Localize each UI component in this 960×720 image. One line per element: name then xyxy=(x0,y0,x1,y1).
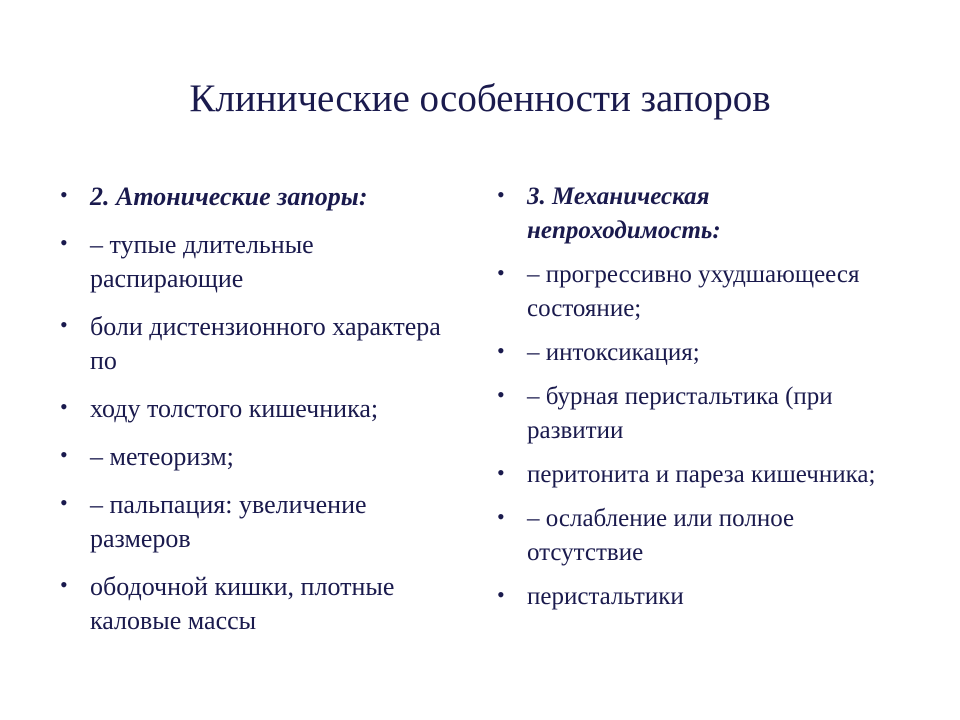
right-list-item xyxy=(497,380,907,448)
slide-title: Клинические особенности запоров xyxy=(189,77,771,120)
left-list-item xyxy=(60,488,470,556)
right-list-item xyxy=(497,502,907,570)
bullet-icon: • xyxy=(497,182,505,207)
left-list-item xyxy=(60,228,470,296)
left-list-item xyxy=(60,570,470,638)
right-list-item xyxy=(497,458,907,492)
left-list-item xyxy=(60,310,470,378)
left-list-item xyxy=(60,440,470,474)
right-item-text: – интоксикация; xyxy=(527,339,700,366)
bullet-icon: • xyxy=(60,312,68,337)
left-list-item xyxy=(60,392,470,426)
bullet-icon: • xyxy=(497,382,505,407)
left-item-text: – пальпация: увеличение размеров xyxy=(90,490,367,553)
left-item-text: ободочной кишки, плотные каловые массы xyxy=(90,572,395,635)
right-item-text: – бурная перистальтика (при развитии xyxy=(527,383,833,444)
left-item-text: – метеоризм; xyxy=(90,442,234,471)
right-item-text: перистальтики xyxy=(527,583,684,610)
bullet-icon: • xyxy=(497,582,505,607)
right-bullet-list xyxy=(497,180,907,624)
right-item-text: 3. Механическая непроходимость: xyxy=(527,183,721,244)
left-item-text: ходу толстого кишечника; xyxy=(90,394,379,423)
bullet-icon: • xyxy=(60,572,68,597)
left-list-item xyxy=(60,180,470,214)
right-list-item xyxy=(497,336,907,370)
right-item-text: перитонита и пареза кишечника; xyxy=(527,461,876,488)
bullet-icon: • xyxy=(497,260,505,285)
bullet-icon: • xyxy=(60,394,68,419)
bullet-icon: • xyxy=(497,460,505,485)
right-list-item xyxy=(497,580,907,614)
left-bullet-list xyxy=(60,180,470,652)
right-list-item xyxy=(497,258,907,326)
bullet-icon: • xyxy=(60,230,68,255)
bullet-icon: • xyxy=(60,442,68,467)
left-item-text: 2. Атонические запоры: xyxy=(90,182,368,211)
bullet-icon: • xyxy=(60,490,68,515)
bullet-icon: • xyxy=(497,504,505,529)
bullet-icon: • xyxy=(497,338,505,363)
right-item-text: – ослабление или полное отсутствие xyxy=(527,505,795,566)
left-item-text: – тупые длительные распирающие xyxy=(90,230,314,293)
bullet-icon: • xyxy=(60,182,68,207)
right-item-text: – прогрессивно ухудшающееся состояние; xyxy=(527,261,860,322)
right-list-item xyxy=(497,180,907,248)
left-item-text: боли дистензионного характера по xyxy=(90,312,441,375)
